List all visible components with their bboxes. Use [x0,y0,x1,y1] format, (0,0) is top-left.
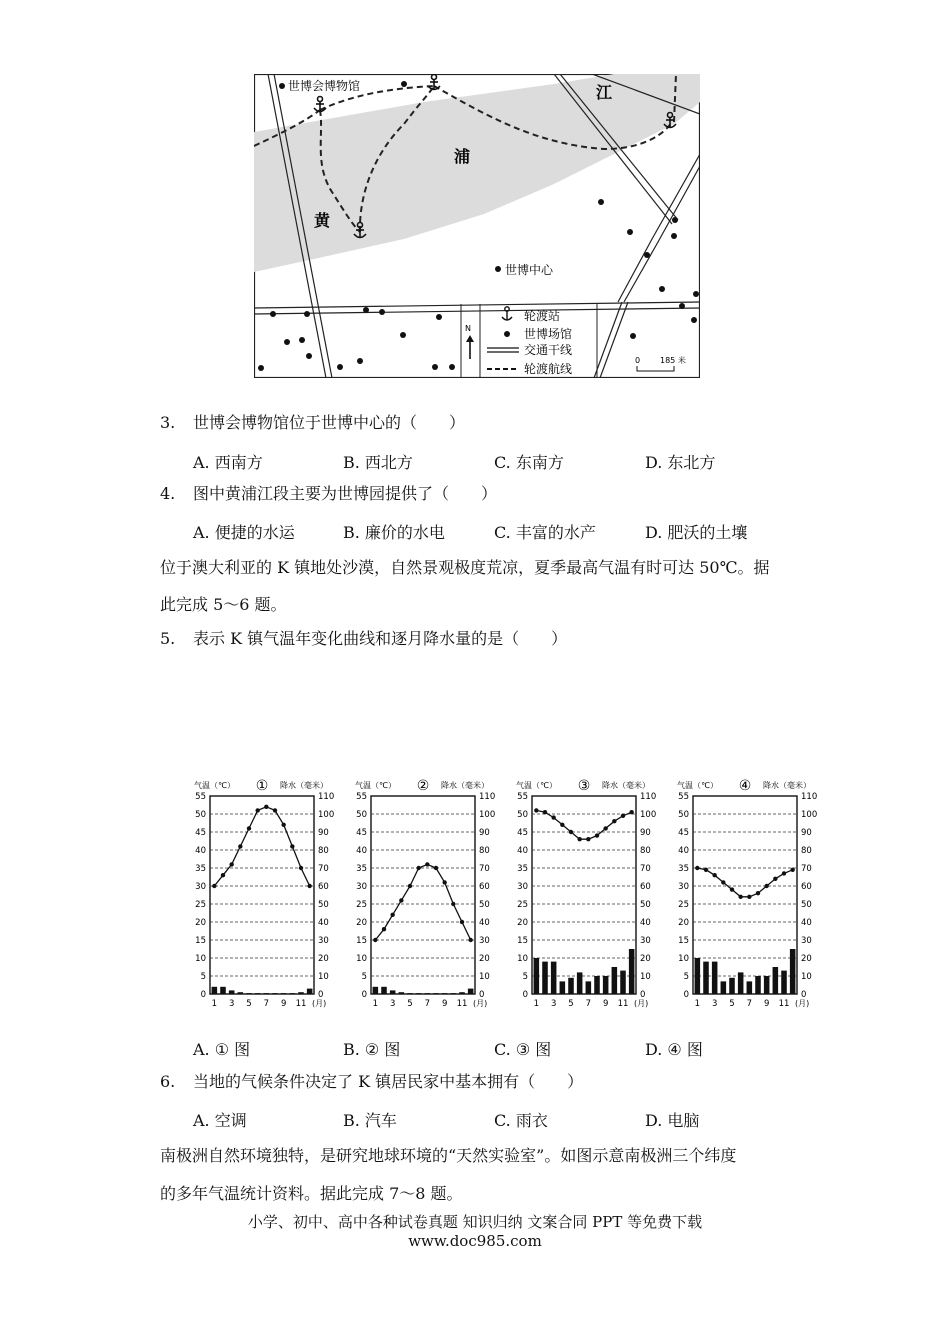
scale-value: 185 米 [660,356,686,365]
precip-bar [568,978,574,994]
precip-bar [246,993,252,994]
question-number: 5. [160,629,176,648]
precip-tick-label: 50 [640,900,651,910]
precip-bar [738,972,744,994]
temp-tick-label: 35 [678,864,689,874]
temp-tick-label: 10 [678,954,689,964]
temperature-point [730,887,734,891]
precip-tick-label: 10 [801,972,812,982]
expo-map-figure [254,74,700,378]
precip-bar [425,993,431,994]
temp-axis-label: 气温（℃） [355,781,396,790]
month-tick-label: 7 [263,999,270,1009]
chart-title: ① [255,778,269,794]
precip-tick-label: 80 [479,846,490,856]
precip-bar [712,962,718,994]
temperature-point [416,866,420,870]
precip-tick-label: 40 [801,918,812,928]
temperature-point [399,898,403,902]
question-5 [0,628,950,650]
temp-tick-label: 0 [683,990,689,1000]
precip-tick-label: 60 [801,882,812,892]
temperature-point [586,837,590,841]
temp-tick-label: 5 [522,972,528,982]
temperature-point [790,868,794,872]
month-tick-label: 1 [694,999,701,1009]
precip-tick-label: 90 [640,828,651,838]
question-4 [0,483,950,505]
temp-tick-label: 0 [522,990,528,1000]
month-tick-label: 11 [617,999,629,1009]
temp-tick-label: 20 [356,918,367,928]
temperature-point [247,826,251,830]
temp-tick-label: 55 [517,792,528,802]
month-unit-label: (月) [473,999,488,1008]
temp-tick-label: 50 [195,810,206,820]
footer-url[interactable]: www.doc985.com [408,1232,542,1250]
temp-tick-label: 20 [517,918,528,928]
temp-tick-label: 50 [356,810,367,820]
question-number: 3. [160,413,176,432]
precip-bar [272,993,278,994]
temp-tick-label: 10 [517,954,528,964]
temperature-point [468,938,472,942]
precip-bar [399,992,405,994]
temp-tick-label: 30 [678,882,689,892]
precip-tick-label: 0 [801,990,807,1000]
precip-tick-label: 0 [479,990,485,1000]
month-tick-label: 11 [778,999,790,1009]
month-tick-label: 3 [711,999,718,1009]
precip-bar [468,989,474,994]
precip-tick-label: 10 [479,972,490,982]
precip-tick-label: 20 [479,954,490,964]
temp-tick-label: 40 [517,846,528,856]
precip-tick-label: 60 [318,882,329,892]
precip-bar [594,976,600,994]
legend-ferry-station: 轮渡站 [524,309,561,323]
temperature-point [451,902,455,906]
passage-k-town-line2: 此完成 5～6 题。 [160,595,287,614]
precip-bar [620,971,626,994]
temperature-point [434,866,438,870]
temperature-point [782,871,786,875]
precip-tick-label: 10 [640,972,651,982]
precip-tick-label: 110 [318,792,335,802]
temp-tick-label: 25 [195,900,206,910]
temperature-point [612,819,616,823]
option-b[interactable]: B. 西北方 [343,453,413,472]
temperature-point [390,913,394,917]
temperature-point [299,866,303,870]
precip-bar [238,992,244,994]
temperature-line [375,864,470,940]
precip-tick-label: 100 [479,810,496,820]
precip-bar [255,993,261,994]
precip-bar [281,993,287,994]
temp-tick-label: 50 [678,810,689,820]
precip-tick-label: 90 [318,828,329,838]
temperature-point [290,844,294,848]
month-tick-label: 9 [441,999,448,1009]
temperature-point [747,895,751,899]
precip-tick-label: 60 [640,882,651,892]
chart-title: ② [416,778,430,794]
temperature-point [695,866,699,870]
temp-tick-label: 45 [195,828,206,838]
temp-tick-label: 5 [683,972,689,982]
precip-tick-label: 30 [479,936,490,946]
precip-tick-label: 90 [801,828,812,838]
temperature-line [214,807,309,886]
temperature-point [238,844,242,848]
precip-tick-label: 100 [801,810,818,820]
precip-tick-label: 90 [479,828,490,838]
option-c[interactable]: C. 东南方 [494,453,564,472]
legend-ferry-route: 轮渡航线 [524,362,573,376]
month-tick-label: 11 [456,999,468,1009]
temperature-point [460,920,464,924]
temperature-point [773,877,777,881]
month-unit-label: (月) [312,999,327,1008]
temperature-line [697,868,792,897]
climate-charts [190,774,834,1014]
temp-tick-label: 10 [356,954,367,964]
precip-tick-label: 40 [479,918,490,928]
temperature-point [264,805,268,809]
option-d[interactable]: D. 东北方 [645,453,716,472]
month-tick-label: 5 [246,999,252,1009]
climate-chart-1 [194,778,334,1009]
precip-tick-label: 50 [318,900,329,910]
temperature-point [442,880,446,884]
month-tick-label: 1 [372,999,379,1009]
temp-tick-label: 20 [678,918,689,928]
precip-bar [773,967,779,994]
precip-bar [695,958,701,994]
temp-tick-label: 40 [195,846,206,856]
precip-axis-label: 降水（毫米） [602,781,650,790]
question-number: 4. [160,484,176,503]
option-a[interactable]: A. 西南方 [193,453,263,472]
passage-antarctica-line1: 南极洲自然环境独特，是研究地球环境的“天然实验室”。如图示意南极洲三个纬度 [160,1146,737,1165]
precip-bar [612,967,618,994]
temp-tick-label: 45 [356,828,367,838]
temp-tick-label: 0 [361,990,367,1000]
legend-venue: 世博场馆 [524,327,573,341]
precip-bar [586,981,592,994]
north-label: N [465,324,471,333]
precip-bar [451,993,457,994]
month-tick-label: 1 [211,999,218,1009]
precip-bar [764,976,770,994]
precip-tick-label: 20 [640,954,651,964]
month-tick-label: 3 [550,999,557,1009]
temperature-point [382,927,386,931]
option-a[interactable]: A. 空调 [193,1111,247,1130]
precip-tick-label: 70 [640,864,651,874]
precip-bar [264,993,270,994]
museum-label: 世博会博物馆 [288,79,361,93]
river-label-huang: 黄 [314,211,331,230]
temp-tick-label: 10 [195,954,206,964]
scale-zero: 0 [635,356,641,365]
month-tick-label: 3 [389,999,396,1009]
temperature-point [595,833,599,837]
temperature-point [603,826,607,830]
precip-tick-label: 110 [640,792,657,802]
temp-tick-label: 25 [517,900,528,910]
temperature-point [712,873,716,877]
question-text: 世博会博物馆位于世博中心的（ ） [193,413,466,432]
precip-bar [603,976,609,994]
temp-tick-label: 55 [356,792,367,802]
question-text: 当地的气候条件决定了 K 镇居民家中基本拥有（ ） [193,1072,584,1091]
month-tick-label: 3 [228,999,235,1009]
precip-tick-label: 10 [318,972,329,982]
temperature-point [273,808,277,812]
option-a[interactable]: A. 便捷的水运 [193,523,295,542]
precip-bar [551,962,557,994]
precip-bar [373,987,379,994]
precip-axis-label: 降水（毫米） [280,781,328,790]
precip-bar [390,990,396,994]
precip-tick-label: 100 [318,810,335,820]
precip-bar [560,981,566,994]
temp-tick-label: 5 [200,972,206,982]
temperature-point [756,891,760,895]
precip-bar [307,989,313,994]
precip-tick-label: 40 [640,918,651,928]
precip-tick-label: 50 [801,900,812,910]
temperature-point [560,823,564,827]
precip-tick-label: 0 [640,990,646,1000]
precip-tick-label: 30 [801,936,812,946]
temp-tick-label: 35 [195,864,206,874]
climate-chart-2 [355,778,495,1009]
precip-tick-label: 20 [801,954,812,964]
month-unit-label: (月) [634,999,649,1008]
month-tick-label: 9 [602,999,609,1009]
question-number: 6. [160,1072,176,1091]
temp-axis-label: 气温（℃） [677,781,718,790]
precip-tick-label: 50 [479,900,490,910]
month-tick-label: 9 [280,999,287,1009]
precip-bar [703,962,709,994]
temp-tick-label: 30 [517,882,528,892]
temperature-point [373,938,377,942]
month-unit-label: (月) [795,999,810,1008]
temp-tick-label: 50 [517,810,528,820]
precip-tick-label: 110 [479,792,496,802]
option-c[interactable]: C. ③ 图 [494,1040,552,1059]
option-b[interactable]: B. 汽车 [343,1111,397,1130]
chart-title: ③ [577,778,591,794]
temperature-point [551,815,555,819]
month-tick-label: 7 [746,999,753,1009]
legend-main-road: 交通干线 [524,343,573,357]
month-tick-label: 5 [568,999,574,1009]
precip-bar [229,990,235,994]
temp-tick-label: 40 [356,846,367,856]
month-tick-label: 1 [533,999,540,1009]
temp-tick-label: 40 [678,846,689,856]
temp-tick-label: 15 [678,936,689,946]
precip-tick-label: 80 [640,846,651,856]
temp-tick-label: 5 [361,972,367,982]
temperature-point [738,895,742,899]
precip-tick-label: 30 [318,936,329,946]
temperature-point [629,810,633,814]
precip-tick-label: 70 [479,864,490,874]
temperature-point [704,868,708,872]
precip-bar [781,971,787,994]
month-tick-label: 9 [763,999,770,1009]
climate-chart-3 [516,778,656,1009]
temp-axis-label: 气温（℃） [516,781,557,790]
precip-bar [442,993,448,994]
temperature-point [408,884,412,888]
plot-frame [210,796,314,994]
question-text: 图中黄浦江段主要为世博园提供了（ ） [193,484,498,503]
precip-tick-label: 110 [801,792,818,802]
precip-bar [629,949,635,994]
temp-tick-label: 30 [195,882,206,892]
temperature-point [543,810,547,814]
question-6 [0,1071,950,1093]
option-a[interactable]: A. ① 图 [193,1040,251,1059]
precip-tick-label: 70 [801,864,812,874]
option-b[interactable]: B. 廉价的水电 [343,523,445,542]
temperature-point [255,808,259,812]
temperature-point [577,837,581,841]
temp-tick-label: 30 [356,882,367,892]
temperature-line [536,810,631,839]
option-d[interactable]: D. 肥沃的土壤 [645,523,748,542]
precip-bar [542,962,548,994]
temp-tick-label: 45 [678,828,689,838]
temperature-point [212,884,216,888]
temperature-point [281,823,285,827]
question-text: 表示 K 镇气温年变化曲线和逐月降水量的是（ ） [193,629,568,648]
temp-tick-label: 55 [678,792,689,802]
temperature-point [221,873,225,877]
precip-bar [416,993,422,994]
temperature-point [425,862,429,866]
plot-frame [371,796,475,994]
precip-bar [290,993,296,994]
precip-bar [790,949,796,994]
precip-tick-label: 20 [318,954,329,964]
precip-tick-label: 60 [479,882,490,892]
precip-bar [577,972,583,994]
precip-bar [407,993,413,994]
option-c[interactable]: C. 雨衣 [494,1111,548,1130]
precip-bar [534,958,540,994]
precip-tick-label: 30 [640,936,651,946]
temp-tick-label: 20 [195,918,206,928]
month-tick-label: 7 [585,999,592,1009]
option-b[interactable]: B. ② 图 [343,1040,401,1059]
precip-tick-label: 40 [318,918,329,928]
temp-tick-label: 25 [356,900,367,910]
option-c[interactable]: C. 丰富的水产 [494,523,596,542]
passage-k-town-line1: 位于澳大利亚的 K 镇地处沙漠，自然景观极度荒凉，夏季最高气温有时可达 50℃。据 [160,558,770,577]
precip-axis-label: 降水（毫米） [763,781,811,790]
precip-tick-label: 80 [801,846,812,856]
precip-bar [298,992,304,994]
precip-bar [755,976,761,994]
climate-chart-4 [677,778,817,1009]
precip-tick-label: 70 [318,864,329,874]
precip-bar [747,981,753,994]
river-label-pu: 浦 [454,147,471,166]
temp-tick-label: 35 [517,864,528,874]
precip-bar [220,987,226,994]
temp-tick-label: 55 [195,792,206,802]
temp-tick-label: 25 [678,900,689,910]
precip-bar [721,981,727,994]
temp-tick-label: 45 [517,828,528,838]
month-tick-label: 11 [295,999,307,1009]
month-tick-label: 5 [407,999,413,1009]
passage-antarctica-line2: 的多年气温统计资料。据此完成 7～8 题。 [160,1184,463,1203]
chart-title: ④ [738,778,752,794]
precip-tick-label: 80 [318,846,329,856]
temp-tick-label: 15 [517,936,528,946]
temp-tick-label: 35 [356,864,367,874]
precip-bar [212,987,218,994]
temp-tick-label: 0 [200,990,206,1000]
precip-bar [729,978,735,994]
river-label-jiang: 江 [596,83,613,102]
month-tick-label: 5 [729,999,735,1009]
temp-axis-label: 气温（℃） [194,781,235,790]
precip-bar [433,993,439,994]
temperature-point [764,884,768,888]
temp-tick-label: 15 [356,936,367,946]
temperature-point [534,808,538,812]
temperature-point [569,830,573,834]
legend-venue-dot [504,331,510,337]
precip-tick-label: 0 [318,990,324,1000]
footer-promo: 小学、初中、高中各种试卷真题 知识归纳 文案合同 PPT 等免费下载 [247,1213,703,1231]
temperature-point [621,814,625,818]
temperature-point [229,862,233,866]
temp-tick-label: 15 [195,936,206,946]
precip-bar [459,992,465,994]
option-d[interactable]: D. ④ 图 [645,1040,703,1059]
month-tick-label: 7 [424,999,431,1009]
expo-center-label: 世博中心 [505,263,554,277]
temperature-point [307,884,311,888]
precip-bar [381,987,387,994]
precip-axis-label: 降水（毫米） [441,781,489,790]
precip-tick-label: 100 [640,810,657,820]
option-d[interactable]: D. 电脑 [645,1111,700,1130]
temperature-point [721,880,725,884]
question-3 [0,412,950,434]
